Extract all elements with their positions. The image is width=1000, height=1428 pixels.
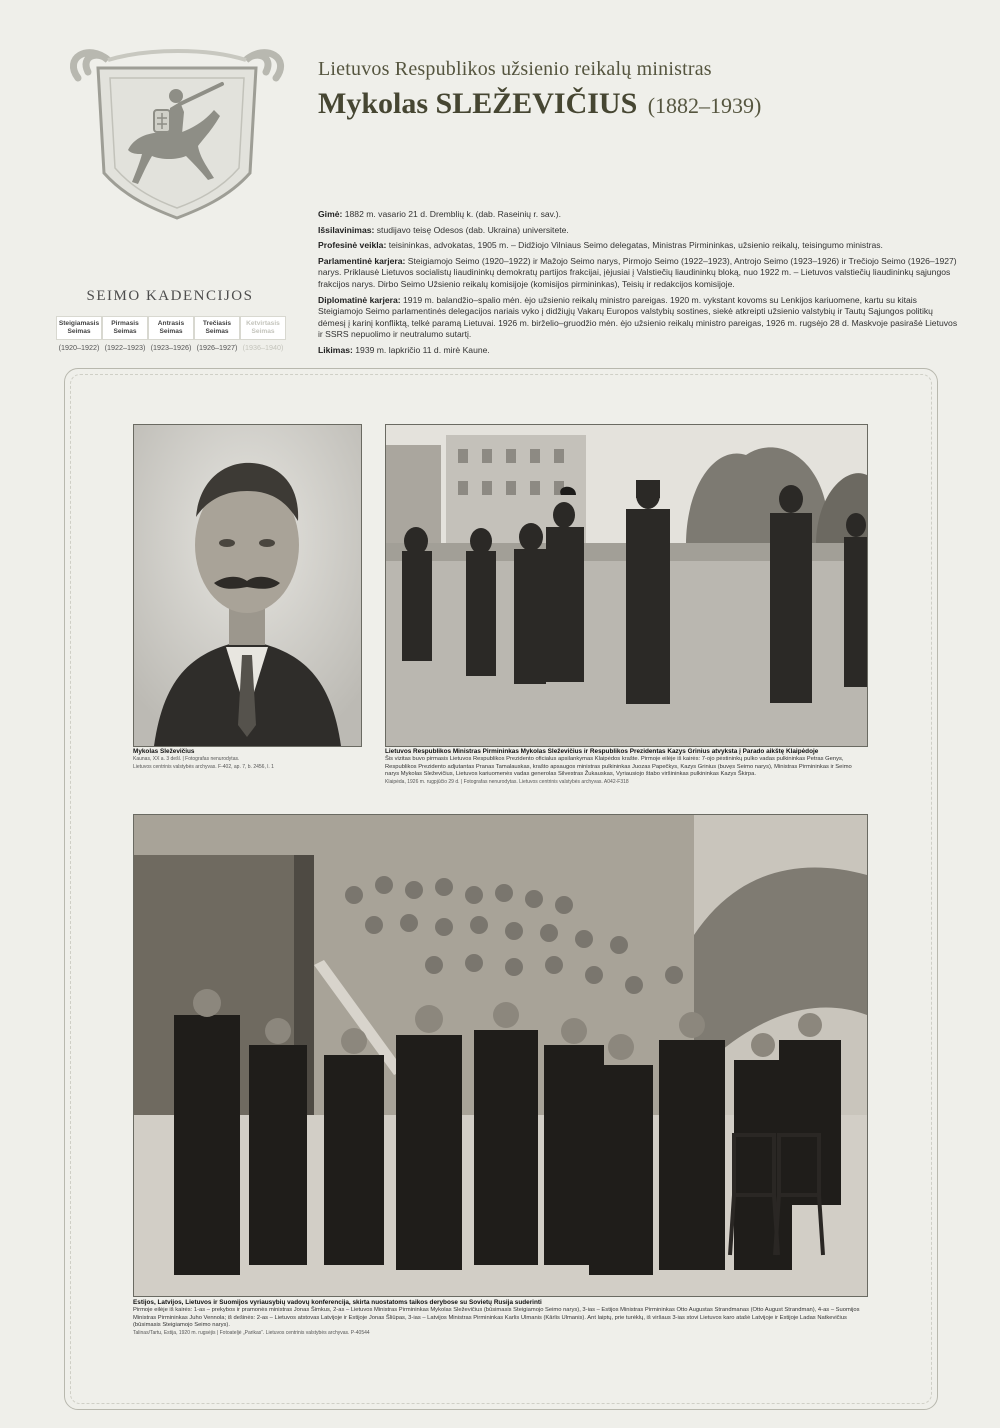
- bio-parliament: Parlamentinė karjera: Steigiamojo Seimo (1920–1922) ir Mažojo Seimo narys, Pirmojo Seimo (1922–1923), Antrojo Seimo (1923–1926) ir Trečiojo Seimo (1926–1927) narys. Priklausė Lietuvos socialistų liaudininkų demokratų partijos frakcijai, įėjusiai į Valstiečių liaudininkų bloką, nuo 1922 m. – Lietuvos valstiečių liaudininkų sąjungos frakcijos narys. Dirbo Seimo Užsienio reikalų komisijoje (komisijos pirmininkas), Teisių ir redakcijos komisijoje.: [318, 255, 957, 289]
- bio-education: Išsilavinimas: studijavo teisę Odesos (dab. Ukraina) universitete.: [318, 224, 569, 235]
- caption-title: Estijos, Latvijos, Lietuvos ir Suomijos vyriausybių vadovų konferencija, skirta nuostatoms taikos derybose su Sovietų Rusija suderinti: [133, 1299, 542, 1306]
- vytis-emblem-icon: [58, 38, 296, 228]
- life-years: (1882–1939): [647, 93, 762, 118]
- conference-group-photo: [133, 814, 868, 1297]
- biography: [318, 209, 958, 361]
- klaipeda-parade-photo: [385, 424, 868, 747]
- title-block: [318, 58, 958, 121]
- caption-conference: Estijos, Latvijos, Lietuvos ir Suomijos vyriausybių vadovų konferencija, skirta nuostatoms taikos derybose su Sovietų Rusija suderinti Pirmoje eilėje iš kairės: 1-as – prekybos ir pramonės ministras Jonas Šimkus, 2-as – Lietuvos Ministras Pirmininkas Mykolas Sleževičius (būsimasis Steigiamojo Seimo narys), 3-ias – Estijos Ministras Pirmininkas Otto Augustas Strandmanas (Otto August Strandman), 4-as – Suomijos Ministras Pirmininkas Juho Vennola; iš dešinės: 2-as – Lietuvos atstovas Latvijoje ir Estijoje Jonas Šliūpas, 3-ias – Latvijos Ministras Pirmininkas Karlis Ulmanis (Kārlis Ulmanis). Ant laiptų, prie turėklų, iš viršaus 3-ias stovi Lietuvos karo atašė Latvijoje ir Estijoje Ladas Natkevičius (būsimasis Steigiamojo Seimo narys). Talinas/Tartu, Estija, 1920 m. rugsėjis | Fotoateljė „Parikas“. Lietuvos centrinis valstybės archyvas. P-40544: [133, 1299, 860, 1336]
- caption-title: Lietuvos Respublikos Ministras Pirmininkas Mykolas Sleževičius ir Respublikos Prezidentas Kazys Grinius atvyksta į Parado aikštę Klaipėdoje: [385, 748, 819, 755]
- kadencija-item: Ketvirtasis Seimas (1936–1940): [240, 316, 286, 352]
- kadencija-item: Antrasis Seimas (1923–1926): [148, 316, 194, 352]
- caption-klaipeda: Lietuvos Respublikos Ministras Pirmininkas Mykolas Sleževičius ir Respublikos Prezidentas Kazys Grinius atvyksta į Parado aikštę Klaipėdoje Šis vizitas buvo pirmasis Lietuvos Respublikos Prezidento oficialus apsilankymas Klaipėdos krašte. Pirmoje eilėje iš kairės: 7-ojo pėstininkų pulko vadas pulkininkas Petras Genys, Respublikos Prezidento adjutantas Pranas Tamalauskas, krašto apsaugos ministras pulkininkas Juozas Papečkys, Kazys Grinius (buvęs Seimo narys), Ministras Pirmininkas ir Seimo narys Mykolas Sleževičius, Lietuvos kariuomenės vadas generolas Silvestras Žukauskas, Vyriausiojo štabo viršininkas pulkininkas Kazys Škirpa. Klaipėda, 1926 m. rugpjūčio 29 d. | Fotografas nenurodytas. Lietuvos centrinis valstybės archyvas. A042-F318: [385, 748, 852, 785]
- bio-fate: Likimas: 1939 m. lapkričio 11 d. mirė Kaune.: [318, 344, 490, 355]
- caption-title: Mykolas Sleževičius: [133, 748, 195, 755]
- page-title: Mykolas SLEŽEVIČIUS: [318, 87, 638, 120]
- kadencijos-title: SEIMO KADENCIJOS: [86, 288, 254, 304]
- bio-profession: Profesinė veikla: teisininkas, advokatas, 1905 m. – Didžiojo Vilniaus Seimo delegatas, Ministras Pirmininkas, užsienio reikalų, teisingumo ministras.: [318, 240, 883, 251]
- portrait-photo: [133, 424, 362, 747]
- kadencijos-table: [56, 316, 286, 352]
- kadencija-item: Steigiamasis Seimas (1920–1922): [56, 316, 102, 352]
- bio-born: Gimė: 1882 m. vasario 21 d. Dremblių k. (dab. Raseinių r. sav.).: [318, 209, 561, 219]
- bio-diplomacy: Diplomatinė karjera: 1919 m. balandžio–spalio mėn. ėjo užsienio reikalų ministro pareigas. 1920 m. vykstant kovoms su Lenkijos kariuomene, kartu su kitais Steigiamojo Seimo parlamentinės delegacijos nariais vyko į didžiųjų Vakarų Europos valstybių sostines, siekė atkreipti užsienio valstybių ir Tautų Sąjungos politikų dėmesį į karinį konfliktą, telkė paramą Lietuvai. 1926 m. birželio–gruodžio mėn. ėjo užsienio reikalų ministro pareigas, 1926 m. rugsėjo 28 d. Maskvoje pasirašė Lietuvos ir SSRS nepuolimo ir neutralumo sutartį.: [318, 294, 958, 340]
- caption-portrait: Mykolas Sleževičius Kaunas, XX a. 3 dešl. | Fotografas nenurodytas. Lietuvos centrinis valstybės archyvas. F-402, ap. 7, b. 2456, l. 1: [133, 748, 274, 770]
- page-subtitle: Lietuvos Respublikos užsienio reikalų ministras: [318, 58, 712, 80]
- kadencija-item: Trečiasis Seimas (1926–1927): [194, 316, 240, 352]
- kadencija-item: Pirmasis Seimas (1922–1923): [102, 316, 148, 352]
- name-row: [318, 87, 958, 121]
